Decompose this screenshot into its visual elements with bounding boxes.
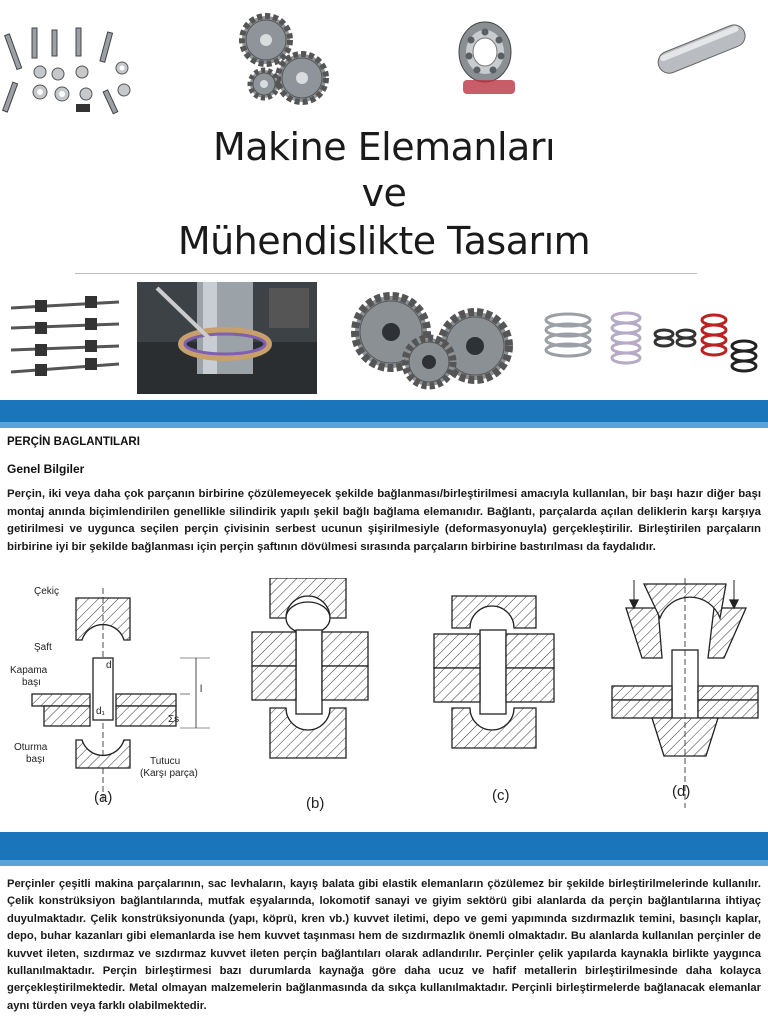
band-accent xyxy=(0,422,768,428)
label-oturma-2: başı xyxy=(26,754,45,765)
label-cekic: Çekiç xyxy=(34,586,60,597)
label-l: l xyxy=(200,684,203,695)
section-subheading: Genel Bilgiler xyxy=(7,462,85,476)
section-band-top xyxy=(0,400,768,428)
section-band-bottom xyxy=(0,832,768,866)
page-title-line-1: Makine Elemanları xyxy=(212,125,556,169)
intro-paragraph: Perçin, iki veya daha çok parçanın birbirine çözülemeyecek şekilde bağlanması/birleştirilmesi amacıyla kullanılan, bir başı hazır diğer başı montaj anında biçimlendirilen genellikle silindirik yapılı şekil bağlı bağlama elemanıdır. Bağlantı, parçalarda açılan deliklerin karşı karşıya getirilmesi ve uygunca seçilen perçin çivisinin serbest ucunun şişirilmesiyle (deformasyonuyla) gerçekleştirilir. Birleştirilen parçaların birbirine iyi bir şekilde bağlanması için perçin şaftının dövülmesi sırasında parçaların birbirine bastırılması da faydalıdır. xyxy=(7,488,761,553)
bolts-nuts-image xyxy=(0,20,150,120)
spur-gears-image xyxy=(345,288,517,392)
section-heading: PERÇİN BAGLANTILARI xyxy=(7,436,140,448)
band-accent-bottom xyxy=(0,860,768,866)
welding-image xyxy=(137,282,317,394)
label-kapama-1: Kapama xyxy=(10,665,48,676)
label-tutucu-2: (Karşı parça) xyxy=(140,768,198,779)
label-kapama-2: başı xyxy=(22,677,41,688)
label-tutucu-1: Tutucu xyxy=(150,756,181,767)
springs-image xyxy=(540,306,762,374)
title-divider xyxy=(75,273,697,274)
caption-d: (d) xyxy=(672,783,691,800)
page-title-line-3: Mühendislikte Tasarım xyxy=(177,219,591,263)
label-d: d xyxy=(106,660,112,671)
rivet-diagram xyxy=(0,578,768,816)
key-image xyxy=(650,10,755,90)
drive-shafts-image xyxy=(5,286,125,386)
gears-image xyxy=(228,6,338,112)
body-paragraph: Perçinler çeşitli makina parçalarının, sac levhaların, kayış balata gibi elastik elemanların çözülemez bir şekilde birleştirilmelerinde kullanılır. Çelik konstrüksiyon bağlantılarında, mutfak eşyalarında, lokomotif sanayi ve giyim sektörü gibi alanlarda da perçin bağlantılarına ihtiyaç duyulmaktadır. Çelik konstrüksiyonunda (yapı, köprü, kren vb.) kuvvet iletimi, depo ve gemi yapımında sızdırmazlık temini, basınçlı kaplar, depo, buhar kazanları gibi elemanlarda ise hem kuvvet taşınması hem de sızdırmazlık önemli olmaktadır. Bu alanlarda kullanılan perçinler de kuvvet ileten, sızdırmaz ve sızdırmaz kuvvet ileten perçin bağlantıları olarak adlandırılır. Perçinler çelik yapılarda kaynakla birlikte yaygınca kullanılmaktadır. Perçin birleştirmesi bazı durumlarda kaynağa göre daha ucuz ve hafif metallerin birleştirilmesinde daha kolayca gerçekleştirilmektedir. Metal olmayan malzemelerin bağlanmasında da sıkça kullanılmaktadır. Perçinli birleştirmelerde bağlanacak elemanlar aynı türden veya farklı olabilmektedir. xyxy=(7,878,761,1012)
label-sum-s: Σs xyxy=(168,714,180,725)
label-saft: Şaft xyxy=(34,642,52,653)
ball-bearing-image xyxy=(455,10,525,102)
page-title-line-2: ve xyxy=(361,171,407,215)
caption-b: (b) xyxy=(306,795,325,812)
caption-c: (c) xyxy=(492,787,510,804)
caption-a: (a) xyxy=(94,789,113,806)
label-oturma-1: Oturma xyxy=(14,742,48,753)
label-d1: d₁ xyxy=(96,706,105,717)
